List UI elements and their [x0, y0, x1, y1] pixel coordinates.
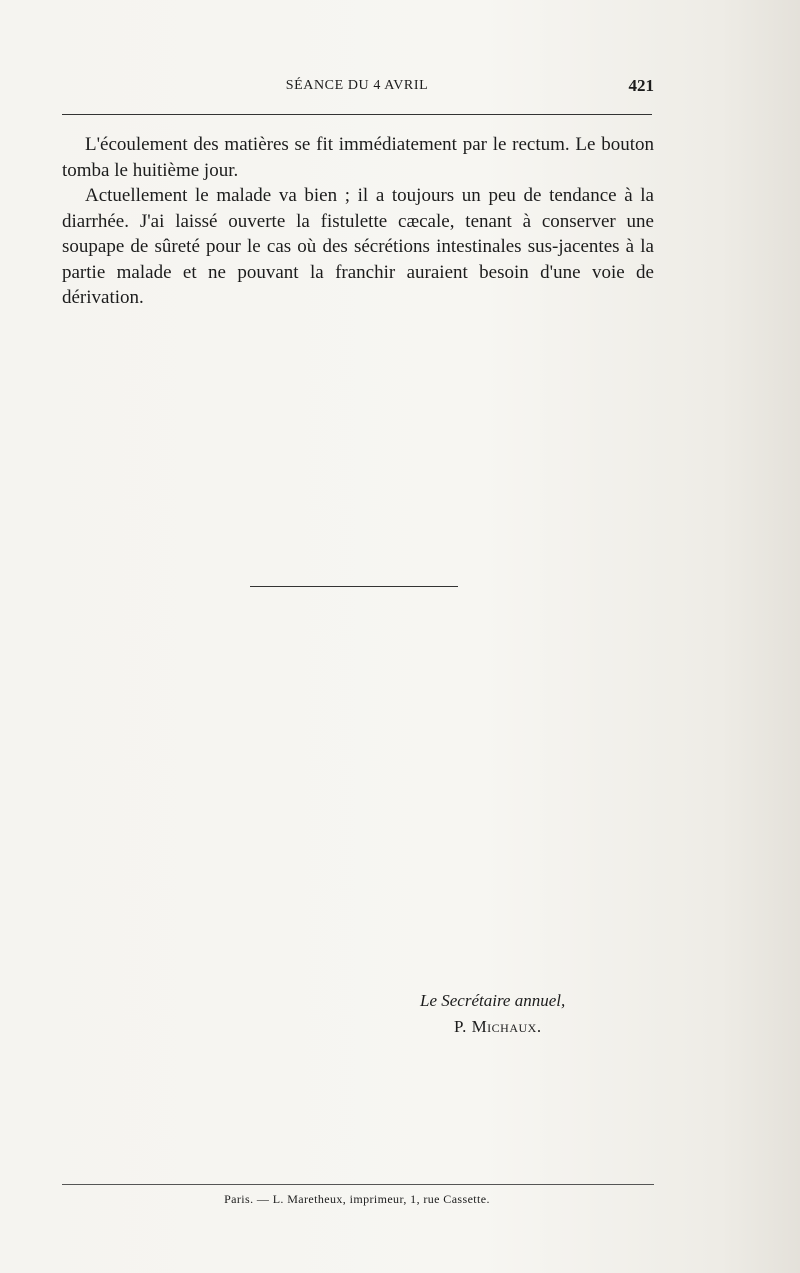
signature-block — [420, 988, 620, 1040]
section-end-rule — [250, 586, 458, 587]
paragraph: Actuellement le malade va bien ; il a toujours un peu de tendance à la diarrhée. J'ai laissé ouverte la fistulette cæcale, tenant à conserver une soupape de sûreté pour le cas où des sécrétions intestinales sus-jacentes à la partie malade et ne pouvant la franchir auraient besoin d'une voie de dérivation. — [62, 185, 654, 308]
running-title: SÉANCE DU 4 AVRIL — [285, 78, 429, 93]
printer-imprint: Paris. — L. Maretheux, imprimeur, 1, rue Cassette. — [224, 1192, 490, 1206]
page-header — [62, 76, 652, 100]
footer-rule — [62, 1184, 654, 1185]
paragraph: L'écoulement des matières se fit immédiatement par le rectum. Le bouton tomba le huitième jour. — [62, 134, 654, 181]
signature-name: P. Michaux. — [454, 1017, 542, 1036]
page-number: 421 — [628, 76, 654, 95]
body-text — [62, 132, 654, 311]
signature-role: Le Secrétaire annuel, — [420, 991, 566, 1010]
header-rule — [62, 114, 652, 115]
